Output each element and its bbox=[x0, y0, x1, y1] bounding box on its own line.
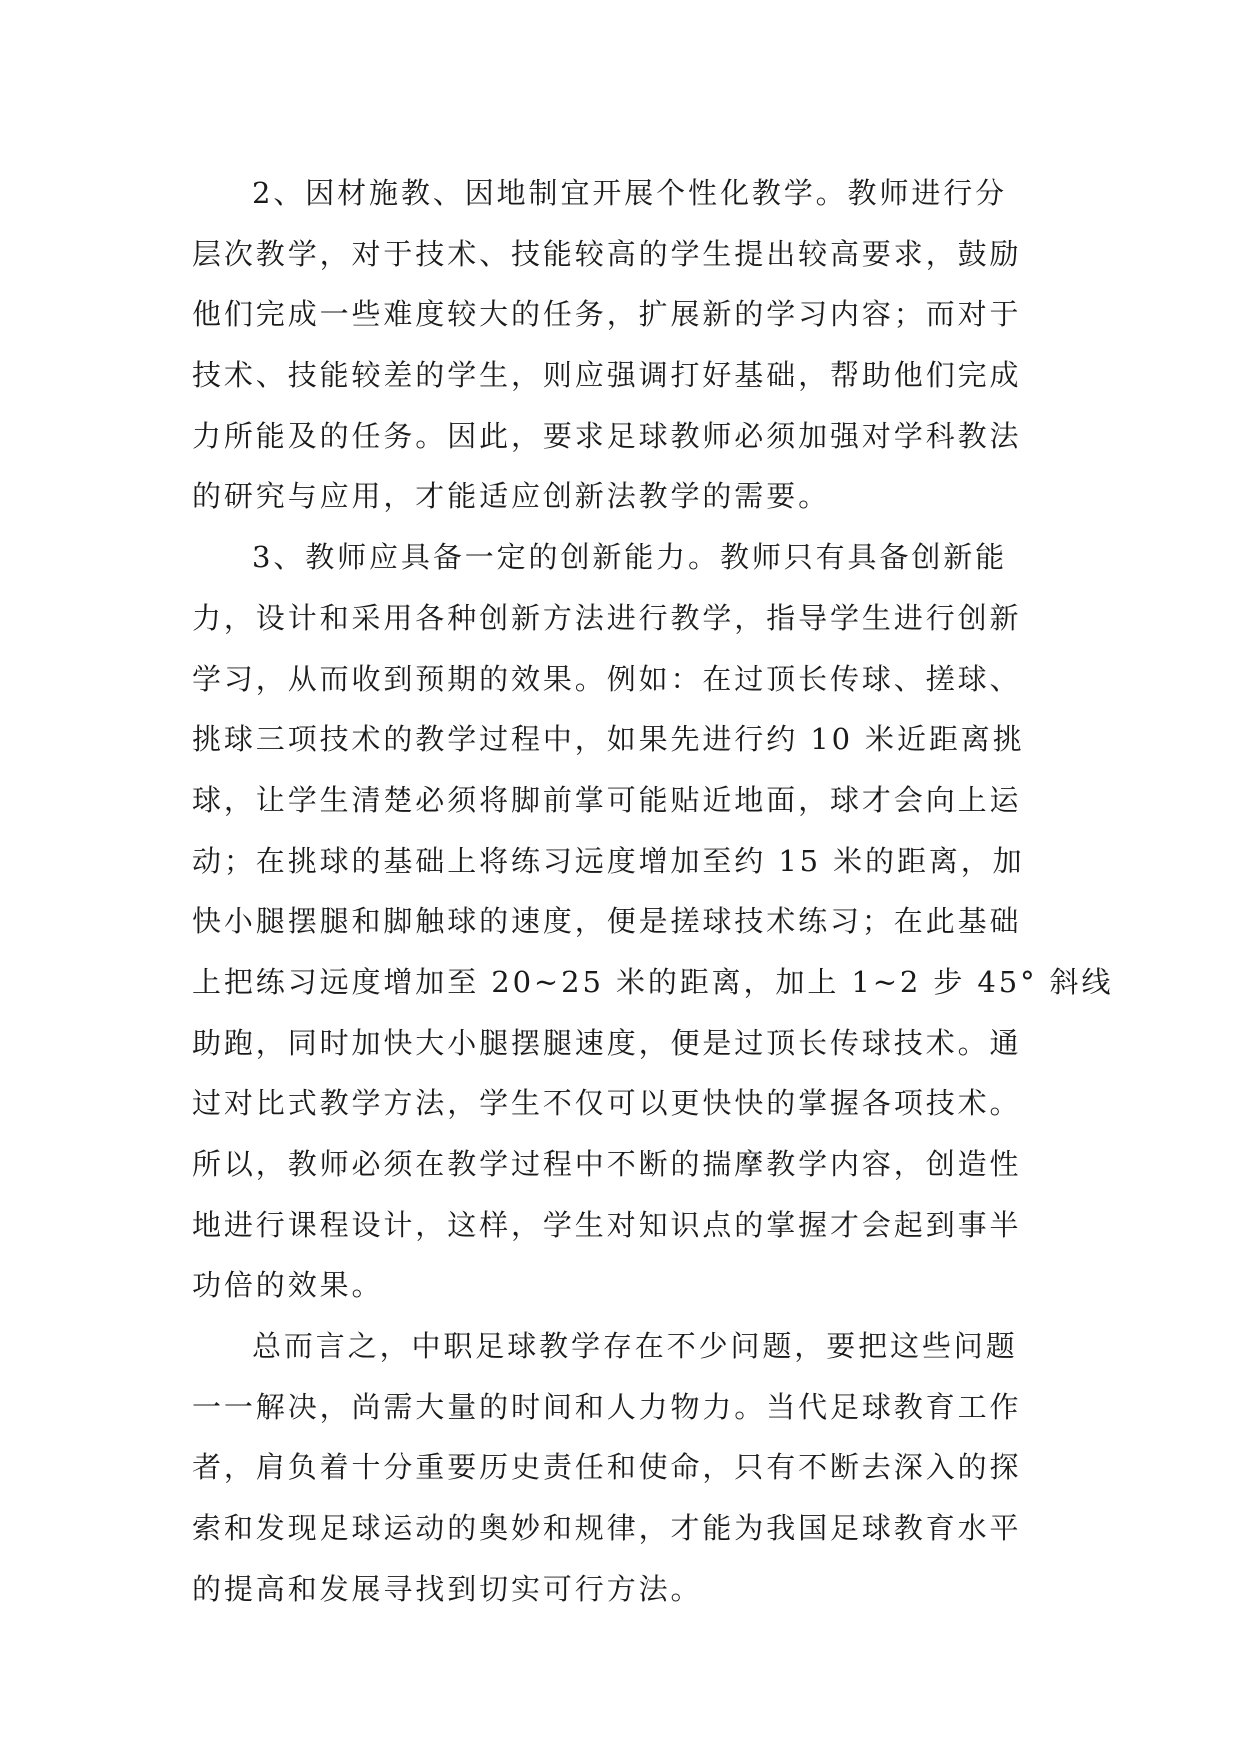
text-line: 所以，教师必须在教学过程中不断的揣摩教学内容，创造性 bbox=[192, 1147, 1022, 1181]
text-line: 快小腿摆腿和脚触球的速度，便是搓球技术练习；在此基础 bbox=[192, 904, 1022, 939]
text-line: 层次教学，对于技术、技能较高的学生提出较高要求，鼓励 bbox=[192, 236, 1022, 271]
paragraph-innovation-ability bbox=[192, 527, 1114, 1316]
paragraph-individualized-teaching bbox=[192, 163, 1072, 527]
text-line: 总而言之，中职足球教学存在不少问题，要把这些问题 bbox=[252, 1329, 1018, 1364]
text-line: 的研究与应用，才能适应创新法教学的需要。 bbox=[192, 479, 831, 514]
paragraph-conclusion bbox=[192, 1316, 1072, 1619]
text-line: 索和发现足球运动的奥妙和规律，才能为我国足球教育水平 bbox=[192, 1511, 1022, 1546]
text-line: 功倍的效果。 bbox=[192, 1268, 384, 1303]
text-line: 2、因材施教、因地制宜开展个性化教学。教师进行分 bbox=[252, 176, 1008, 210]
body-text bbox=[192, 163, 1114, 1620]
text-line: 动；在挑球的基础上将练习远度增加至约 15 米的距离，加 bbox=[192, 843, 1025, 878]
text-line: 助跑，同时加快大小腿摆腿速度，便是过顶长传球技术。通 bbox=[192, 1025, 1022, 1060]
text-line: 3、教师应具备一定的创新能力。教师只有具备创新能 bbox=[252, 540, 1008, 575]
text-line: 技术、技能较差的学生，则应强调打好基础，帮助他们完成 bbox=[192, 358, 1022, 393]
text-line: 地进行课程设计，这样，学生对知识点的掌握才会起到事半 bbox=[192, 1207, 1022, 1242]
text-line: 上把练习远度增加至 20~25 米的距离，加上 1~2 步 45° 斜线 bbox=[192, 964, 1114, 999]
text-line: 学习，从而收到预期的效果。例如：在过顶长传球、搓球、 bbox=[192, 661, 1022, 696]
text-line: 力，设计和采用各种创新方法进行教学，指导学生进行创新 bbox=[192, 600, 1022, 635]
text-line: 力所能及的任务。因此，要求足球教师必须加强对学科教法 bbox=[192, 418, 1022, 453]
text-line: 一一解决，尚需大量的时间和人力物力。当代足球教育工作 bbox=[192, 1389, 1022, 1424]
text-line: 他们完成一些难度较大的任务，扩展新的学习内容；而对于 bbox=[192, 297, 1022, 332]
text-line: 的提高和发展寻找到切实可行方法。 bbox=[192, 1571, 703, 1606]
text-line: 者，肩负着十分重要历史责任和使命，只有不断去深入的探 bbox=[192, 1450, 1022, 1485]
text-line: 球，让学生清楚必须将脚前掌可能贴近地面，球才会向上运 bbox=[192, 782, 1022, 817]
text-line: 过对比式教学方法，学生不仅可以更快快的掌握各项技术。 bbox=[192, 1086, 1022, 1121]
text-line: 挑球三项技术的教学过程中，如果先进行约 10 米近距离挑 bbox=[192, 722, 1025, 757]
